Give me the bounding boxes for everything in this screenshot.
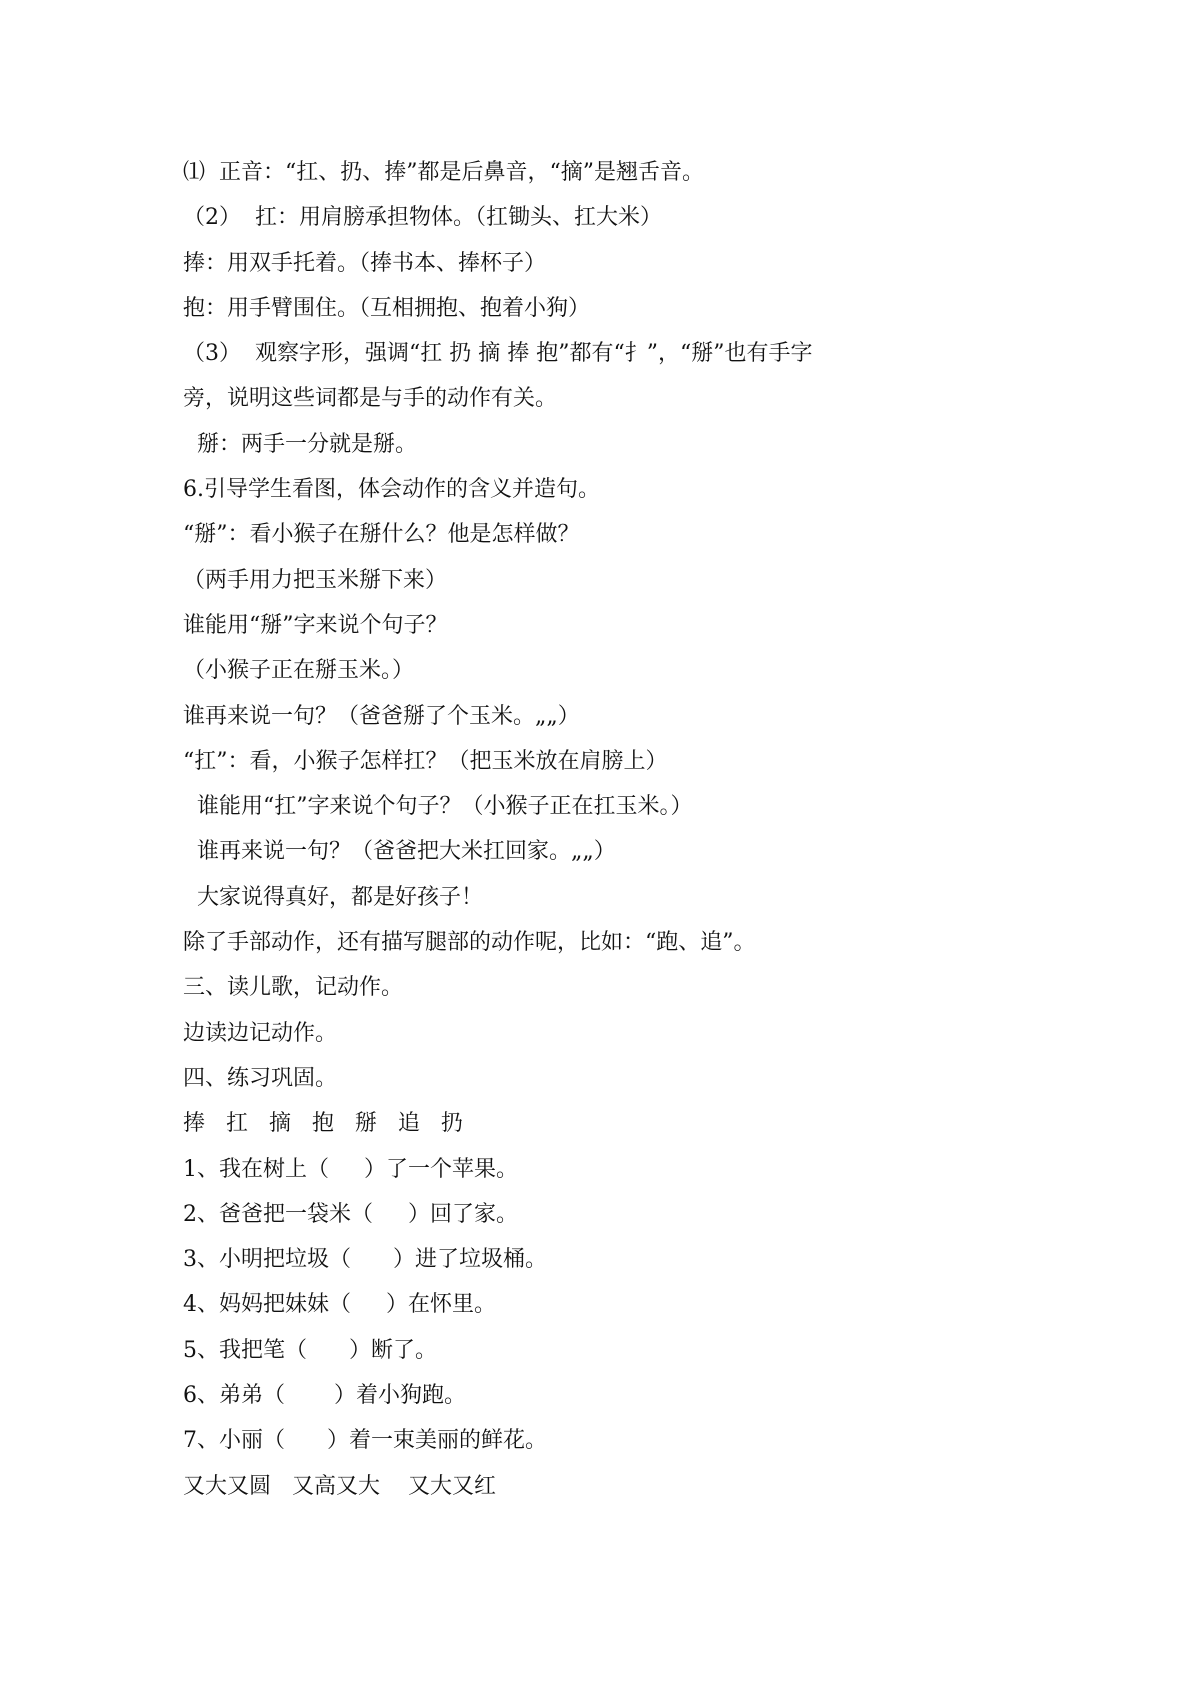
exercise-3: 3、小明把垃圾（ ）进了垃圾桶。 (183, 1247, 547, 1273)
kang-sentence-prompt: 谁能用“扛”字来说个句子？（小猴子正在扛玉米。） (183, 794, 693, 820)
exercise-4: 4、妈妈把妹妹（ ）在怀里。 (183, 1292, 496, 1318)
kang-question: “扛”：看，小猴子怎样扛？（把玉米放在肩膀上） (183, 748, 668, 774)
word-bank: 捧 扛 摘 抱 掰 追 扔 (183, 1111, 463, 1137)
glyph-observation-cont: 旁，说明这些词都是与手的动作有关。 (183, 386, 558, 412)
meaning-peng: 捧：用双手托着。（捧书本、捧杯子） (183, 250, 547, 276)
meaning-kang: （2） 扛：用肩膀承担物体。（扛锄头、扛大米） (183, 205, 662, 231)
exercise-6: 6、弟弟（ ）着小狗跑。 (183, 1383, 466, 1409)
exercise-2: 2、爸爸把一袋米（ ）回了家。 (183, 1201, 518, 1227)
bai-sentence-prompt: 谁能用“掰”字来说个句子？ (183, 612, 448, 638)
praise-line: 大家说得真好，都是好孩子！ (183, 884, 483, 910)
exercise-5: 5、我把笔（ ）断了。 (183, 1337, 437, 1363)
section-6-heading: 6.引导学生看图，体会动作的含义并造句。 (183, 477, 600, 503)
pronunciation-note: ⑴ 正音：“扛、扔、捧”都是后鼻音，“摘”是翘舌音。 (183, 160, 704, 185)
bai-answer: （两手用力把玉米掰下来） (183, 567, 448, 593)
read-and-remember: 边读边记动作。 (183, 1020, 338, 1046)
leg-actions-line: 除了手部动作，还有描写腿部的动作呢，比如：“跑、追”。 (183, 930, 756, 956)
phrase-bank: 又大又圆 又高又大 又大又红 (183, 1473, 496, 1499)
meaning-bai: 掰：两手一分就是掰。 (183, 431, 417, 457)
section-3-heading: 三、读儿歌，记动作。 (183, 975, 404, 1001)
lesson-text (183, 150, 1063, 1509)
bai-sentence-example: （小猴子正在掰玉米。） (183, 658, 415, 684)
bai-another-sentence: 谁再来说一句？（爸爸掰了个玉米。„„） (183, 703, 580, 729)
exercise-1: 1、我在树上（ ）了一个苹果。 (183, 1156, 518, 1182)
kang-another-sentence: 谁再来说一句？（爸爸把大米扛回家。„„） (183, 839, 616, 865)
bai-question: “掰”：看小猴子在掰什么？他是怎样做？ (183, 522, 580, 548)
meaning-bao: 抱：用手臂围住。（互相拥抱、抱着小狗） (183, 295, 591, 321)
glyph-observation: （3） 观察字形，强调“扛 扔 摘 捧 抱”都有“扌”，“掰”也有手字 (183, 341, 813, 367)
exercise-7: 7、小丽（ ）着一束美丽的鲜花。 (183, 1428, 547, 1454)
section-4-heading: 四、练习巩固。 (183, 1065, 338, 1091)
